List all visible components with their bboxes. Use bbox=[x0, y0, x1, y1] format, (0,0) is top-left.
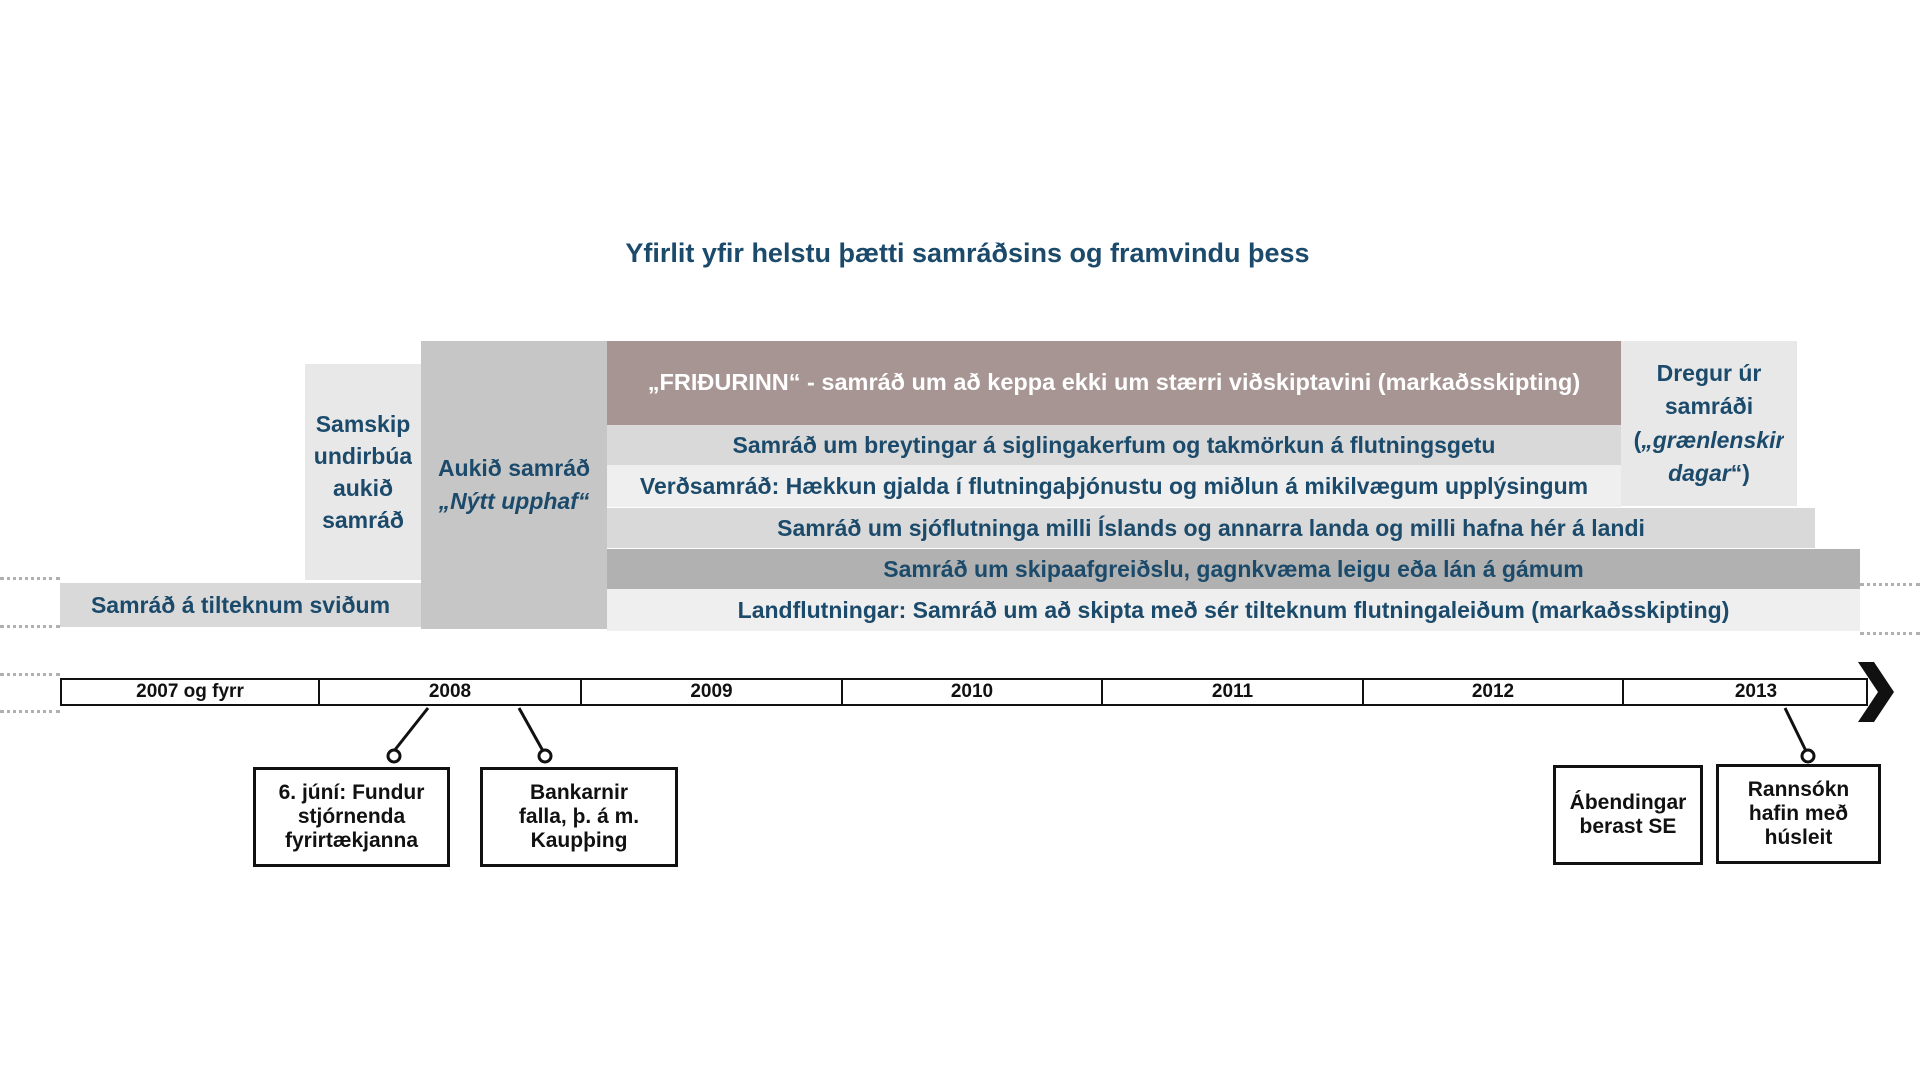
year-2013: 2013 bbox=[1734, 681, 1778, 702]
fundur-line-3: fyrirtækjanna bbox=[284, 829, 419, 853]
block-verdsamrad bbox=[607, 465, 1621, 507]
dregur-line-3-paren: ( bbox=[1633, 426, 1642, 453]
event-bankarnir-falla bbox=[480, 767, 678, 867]
year-2012: 2012 bbox=[1471, 681, 1515, 702]
event-rannsokn-hafin bbox=[1716, 764, 1881, 864]
block-landflutningar bbox=[607, 589, 1860, 631]
dotted-guide-left-3 bbox=[0, 673, 60, 676]
landflutningar-label: Landflutningar: Samráð um að skipta með sér tilteknum flutningaleiðum (markaðsskipting) bbox=[737, 596, 1730, 623]
block-tiltekin-svid bbox=[60, 583, 421, 627]
dregur-line-3 bbox=[1634, 424, 1785, 457]
dregur-line-3-italic: „grænlenskir bbox=[1641, 426, 1785, 453]
dregur-line-4 bbox=[1668, 457, 1750, 490]
block-fridurinn bbox=[607, 341, 1621, 425]
block-samskip-undirbua bbox=[305, 364, 421, 580]
rannsokn-line-1: Rannsókn bbox=[1747, 777, 1850, 801]
dotted-guide-left-4 bbox=[0, 710, 60, 713]
year-2009: 2009 bbox=[690, 681, 733, 702]
dotted-guide-left-2 bbox=[0, 625, 60, 628]
rannsokn-line-3: húsleit bbox=[1764, 826, 1833, 850]
fundur-line-1: 6. júní: Fundur bbox=[278, 780, 425, 804]
samskip-line-1: Samskip bbox=[315, 410, 411, 437]
aukid-line-2: „Nýtt upphaf“ bbox=[438, 488, 590, 514]
fundur-line-2: stjórnenda bbox=[297, 804, 406, 828]
abendingar-line-2: berast SE bbox=[1579, 815, 1677, 838]
year-2011: 2011 bbox=[1211, 681, 1254, 702]
block-sjoflutningar bbox=[607, 508, 1815, 548]
block-aukid-samrad bbox=[421, 341, 607, 629]
dregur-line-1: Dregur úr bbox=[1656, 359, 1762, 386]
dregur-line-2: samráði bbox=[1664, 393, 1754, 420]
siglingakerfi-label: Samráð um breytingar á siglingakerfum og takmörkun á flutningsgetu bbox=[732, 431, 1496, 458]
dotted-guide-left-1 bbox=[0, 577, 60, 580]
block-siglingakerfi bbox=[607, 425, 1621, 465]
bankarnir-line-1: Bankarnir bbox=[529, 780, 629, 804]
samskip-line-2: undirbúa bbox=[313, 442, 413, 469]
year-2007-og-fyrr: 2007 og fyrr bbox=[136, 681, 244, 702]
block-skipaafgreidsla bbox=[607, 549, 1860, 589]
samskip-line-4: samráð bbox=[322, 507, 404, 534]
bankarnir-line-2: falla, þ. á m. bbox=[518, 804, 640, 828]
timeline-arrow-icon bbox=[1856, 660, 1896, 724]
fridurinn-label: „FRIÐURINN“ - samráð um að keppa ekki um stærri viðskiptavini (markaðsskipting) bbox=[647, 369, 1581, 396]
dotted-guide-right-1 bbox=[1860, 583, 1920, 586]
event-abendingar-berast bbox=[1553, 765, 1703, 865]
event-fundur-stjornenda bbox=[253, 767, 450, 867]
tiltekin-svid-label: Samráð á tilteknum sviðum bbox=[90, 591, 391, 618]
abendingar-line-1: Ábendingar bbox=[1569, 790, 1687, 814]
year-2008: 2008 bbox=[428, 681, 472, 702]
year-2010: 2010 bbox=[950, 681, 994, 702]
verdsamrad-label: Verðsamráð: Hækkun gjalda í flutningaþjónustu og miðlun á mikilvægum upplýsingum bbox=[639, 472, 1589, 499]
dregur-line-4-italic: dagar bbox=[1668, 459, 1731, 486]
diagram-title: Yfirlit yfir helstu þætti samráðsins og framvindu þess bbox=[625, 238, 1310, 268]
sjoflutningar-label: Samráð um sjóflutninga milli Íslands og annarra landa og milli hafna hér á landi bbox=[777, 514, 1645, 541]
bankarnir-line-3: Kaupþing bbox=[530, 829, 628, 853]
rannsokn-line-2: hafin með bbox=[1748, 801, 1849, 825]
aukid-line-1: Aukið samráð bbox=[437, 454, 591, 481]
samskip-line-3: aukið bbox=[332, 475, 394, 501]
dregur-line-4-paren: “) bbox=[1730, 459, 1750, 486]
dotted-guide-right-2 bbox=[1860, 632, 1920, 635]
skipaafgreidsla-label: Samráð um skipaafgreiðslu, gagnkvæma leigu eða lán á gámum bbox=[883, 555, 1584, 582]
block-dregur-ur-samradi bbox=[1621, 341, 1797, 506]
